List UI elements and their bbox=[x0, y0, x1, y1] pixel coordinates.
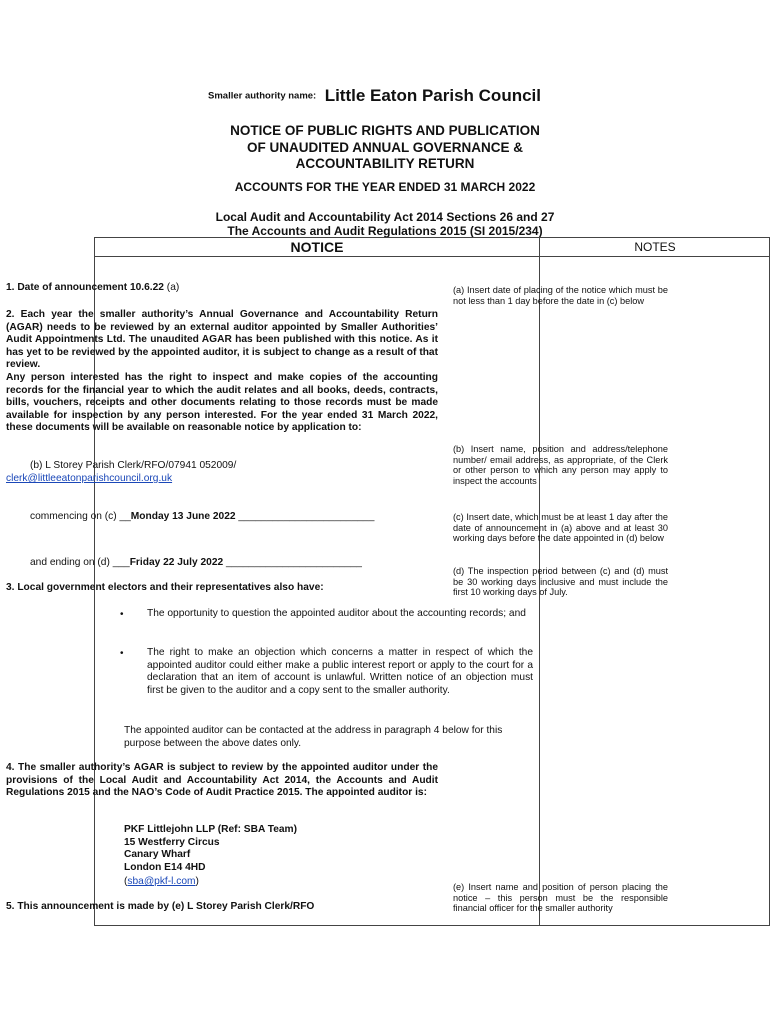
notice-column-heading: NOTICE bbox=[290, 239, 344, 255]
paragraph-5: 5. This announcement is made by (e) L Storey Parish Clerk/RFO bbox=[6, 901, 315, 912]
bullet-icon: • bbox=[120, 609, 124, 620]
act-line-2: The Accounts and Audit Regulations 2015 (SI 2015/234) bbox=[227, 224, 543, 238]
auditor-contact-note: The appointed auditor can be contacted at the address in paragraph 4 below for this purpose between the above dates only. bbox=[124, 725, 503, 749]
authority-name: Little Eaton Parish Council bbox=[324, 86, 541, 105]
email-close-paren: ) bbox=[195, 876, 199, 887]
title-line-2: OF UNAUDITED ANNUAL GOVERNANCE & bbox=[246, 139, 523, 155]
commencing-prefix: commencing on (c) __ bbox=[30, 511, 131, 522]
title-line-3: ACCOUNTABILITY RETURN bbox=[295, 156, 475, 171]
auditor-email-line bbox=[124, 876, 424, 889]
ending-prefix: and ending on (d) ___ bbox=[30, 557, 130, 568]
auditor-email-link[interactable]: sba@pkf-l.com bbox=[127, 876, 196, 887]
bullet-right-to-object: The right to make an objection which concerns a matter in respect of which the appointed auditor could either make a public interest report or apply to the court for a declaration that an item of account is unlawful. Written notice of an objection must first be given to the auditor and a copy sent to the smaller authority. bbox=[147, 647, 533, 696]
notice-title bbox=[0, 123, 770, 173]
email-open-paren: ( bbox=[124, 876, 128, 887]
paragraph-2-rights: Any person interested has the right to inspect and make copies of the accounting records for the financial year to which the audit relates and all books, deeds, contracts, bills, vouchers, receipts and other documents relating to those records must be made available for inspection by any person interested. For the year ended 31 March 2022, these documents will be available on reasonable notice by application to: bbox=[6, 372, 438, 434]
note-a: (a) Insert date of placing of the notice which must be not less than 1 day before the date in (c) below bbox=[453, 285, 668, 306]
paragraph-1 bbox=[6, 282, 438, 295]
paragraph-4: 4. The smaller authority’s AGAR is subject to review by the appointed auditor under the provisions of the Local Audit and Accountability Act 2014, the Accounts and Audit Regulations 2015 and the NAO’s Code of Audit Practice 2015. The appointed auditor is: bbox=[6, 762, 438, 799]
contact-email[interactable] bbox=[6, 473, 438, 486]
announcement-note-ref: (a) bbox=[163, 282, 180, 293]
commencing-suffix: ________________________ bbox=[235, 511, 375, 522]
header-rule bbox=[95, 256, 769, 257]
ending-suffix: ________________________ bbox=[223, 557, 362, 568]
act-line-1: Local Audit and Accountability Act 2014 Sections 26 and 27 bbox=[215, 210, 555, 224]
address-line-3: Canary Wharf bbox=[124, 849, 191, 861]
contact-line: (b) L Storey Parish Clerk/RFO/07941 052009/ bbox=[30, 460, 237, 471]
announcement-date: 1. Date of announcement 10.6.22 bbox=[6, 282, 164, 293]
paragraph-2: 2. Each year the smaller authority’s Annual Governance and Accountability Return (AGAR) needs to be reviewed by an external auditor appointed by Smaller Authorities’ Audit Appointments Ltd. The unaudited AGAR has been published with this notice. As it has yet to be reviewed by the appointed auditor, it is subject to change as a result of that review. bbox=[6, 309, 438, 371]
note-b: (b) Insert name, position and address/telephone number/ email address, as appropriate, of the Clerk or other person to which any person may apply to inspect the accounts bbox=[453, 444, 668, 486]
note-d: (d) The inspection period between (c) and (d) must be 30 working days inclusive and must include the first 10 working days of July. bbox=[453, 566, 668, 598]
note-c: (c) Insert date, which must be at least 1 day after the date of announcement in (a) above and at least 30 working days before the date appointed in (d) below bbox=[453, 512, 668, 544]
contact-email-link[interactable]: clerk@littleeatonparishcouncil.org.uk bbox=[6, 473, 173, 484]
commencing-date: Monday 13 June 2022 bbox=[130, 511, 236, 522]
note-e: (e) Insert name and position of person placing the notice – this person must be the responsible financial officer for the smaller authority bbox=[453, 882, 668, 914]
title-line-1: NOTICE OF PUBLIC RIGHTS AND PUBLICATION bbox=[230, 123, 540, 138]
commencing-date-line bbox=[6, 511, 438, 524]
authority-name-line bbox=[208, 86, 541, 106]
accounts-year-heading: ACCOUNTS FOR THE YEAR ENDED 31 MARCH 2022 bbox=[234, 180, 536, 194]
notes-column-heading: NOTES bbox=[634, 240, 676, 254]
address-line-2: 15 Westferry Circus bbox=[124, 836, 220, 848]
legislation-heading bbox=[0, 210, 770, 238]
bullet-question-auditor: The opportunity to question the appointed auditor about the accounting records; and bbox=[147, 608, 526, 619]
address-line-4: London E14 4HD bbox=[124, 861, 206, 873]
address-line-1: PKF Littlejohn LLP (Ref: SBA Team) bbox=[124, 824, 297, 835]
paragraph-3: 3. Local government electors and their representatives also have: bbox=[6, 582, 324, 593]
ending-date-line bbox=[6, 557, 438, 570]
ending-date: Friday 22 July 2022 bbox=[129, 557, 224, 568]
authority-label: Smaller authority name: bbox=[208, 90, 317, 102]
auditor-address bbox=[124, 824, 524, 874]
bullet-icon: • bbox=[120, 648, 124, 659]
